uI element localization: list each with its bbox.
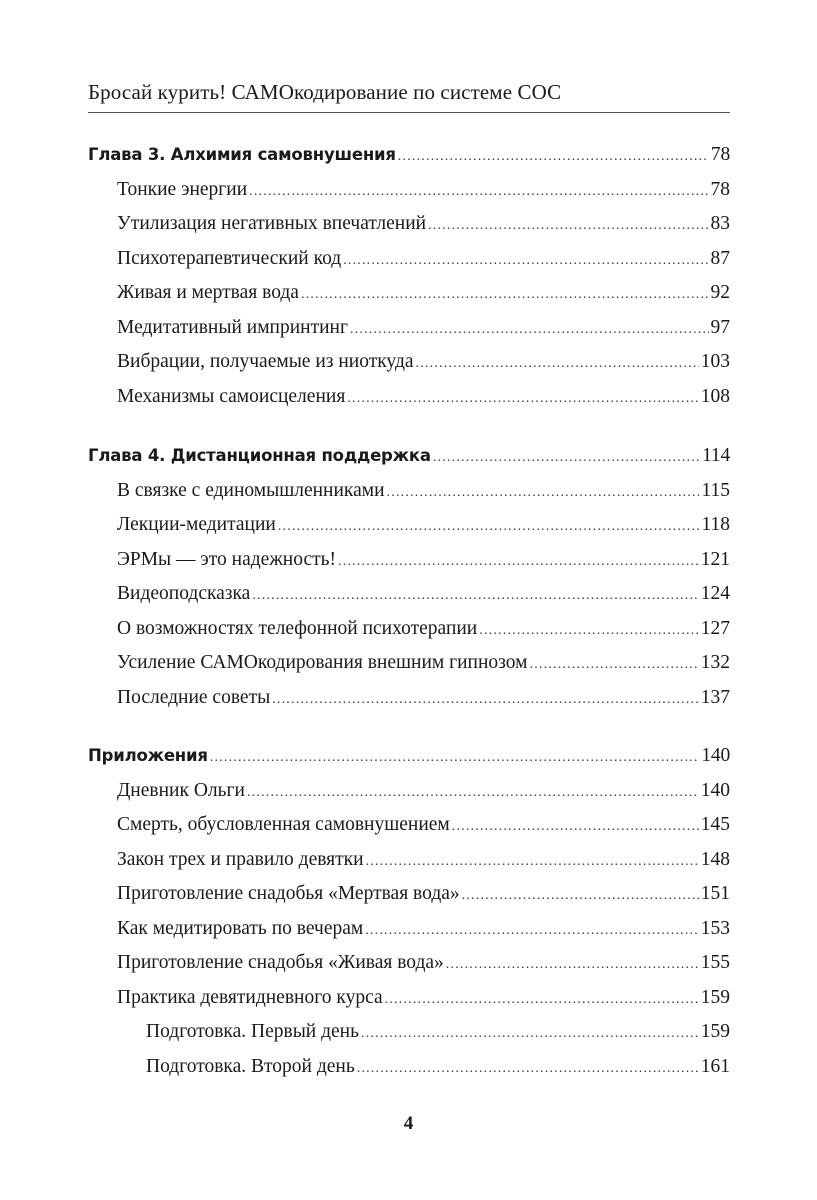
toc-page-number: 153 (700, 917, 730, 939)
toc-entry[interactable] (88, 612, 730, 647)
toc-entry-title: Дневник Ольги (117, 779, 245, 801)
toc-page-number: 78 (710, 144, 730, 165)
toc-entry-title: Вибрации, получаемые из ниоткуда (117, 351, 414, 372)
toc-entry-title: Видеоподсказка (117, 583, 251, 604)
toc-entry[interactable] (88, 843, 730, 878)
toc-page-number: 114 (702, 445, 730, 466)
toc-entry[interactable] (88, 681, 730, 716)
toc-entry-title: Приготовление снадобья «Живая вода» (117, 952, 444, 973)
toc-chapter-3[interactable] (88, 138, 730, 173)
dot-leader (462, 879, 699, 914)
dot-leader (338, 545, 699, 580)
dot-leader (252, 579, 698, 614)
toc-entry[interactable] (88, 276, 730, 311)
dot-leader (387, 476, 700, 511)
dot-leader (272, 683, 699, 718)
toc-entry-title: О возможностях телефонной психотерапии (117, 617, 478, 639)
toc-page-number: 127 (700, 617, 730, 639)
toc-entry-title: Практика девятидневного курса (117, 986, 383, 1008)
toc-page-number: 148 (700, 848, 730, 870)
dot-leader (247, 776, 699, 811)
dot-leader (350, 313, 709, 348)
toc-page-number: 97 (710, 316, 730, 338)
toc-entry[interactable] (88, 474, 730, 509)
toc-entry[interactable] (88, 242, 730, 277)
section-spacer (88, 715, 730, 739)
toc-entry-title: Утилизация негативных впечатлений (117, 213, 427, 234)
dot-leader (530, 648, 699, 683)
toc-page-number: 140 (700, 779, 730, 801)
toc-entry[interactable] (88, 877, 730, 912)
toc-entry-title: Закон трех и правило девятки (117, 848, 364, 870)
dot-leader (343, 244, 708, 279)
toc-entry-title: Лекции-медитации (117, 514, 276, 535)
dot-leader (278, 510, 700, 545)
toc-entry[interactable] (88, 508, 730, 543)
toc-entry[interactable] (88, 577, 730, 612)
toc-entry-title: Подготовка. Второй день (146, 1055, 355, 1077)
dot-leader (357, 1052, 699, 1087)
toc-entry-title: Усиление САМОкодирования внешним гипнозом (117, 652, 528, 673)
table-of-contents (88, 138, 730, 1084)
toc-page-number: 103 (700, 351, 730, 372)
toc-entry[interactable] (88, 774, 730, 809)
toc-entry-title: Психотерапевтический код (117, 247, 342, 269)
dot-leader (249, 175, 708, 210)
toc-entry[interactable] (88, 981, 730, 1016)
dot-leader (398, 140, 709, 175)
toc-entry-title: Как медитировать по вечерам (117, 917, 364, 939)
toc-entry-title: Живая и мертвая вода (117, 282, 299, 303)
toc-entry[interactable] (88, 380, 730, 415)
page-number: 4 (403, 1113, 414, 1134)
toc-entry-title: Подготовка. Первый день (146, 1021, 360, 1042)
header-rule (88, 112, 730, 113)
toc-page-number: 78 (710, 178, 730, 200)
toc-entry[interactable] (88, 808, 730, 843)
toc-entry-title: Глава 4. Дистанционная поддержка (88, 446, 431, 465)
toc-subentry[interactable] (88, 1015, 730, 1050)
toc-page-number: 92 (710, 282, 730, 303)
toc-page-number: 83 (710, 213, 730, 234)
dot-leader (452, 810, 699, 845)
toc-chapter-4[interactable] (88, 439, 730, 474)
toc-entry[interactable] (88, 311, 730, 346)
toc-subentry[interactable] (88, 1050, 730, 1085)
toc-page-number: 132 (700, 652, 730, 673)
toc-page-number: 124 (700, 583, 730, 604)
dot-leader (366, 845, 699, 880)
toc-page-number: 145 (700, 814, 730, 835)
toc-appendix[interactable] (88, 739, 730, 774)
toc-entry-title: Глава 3. Алхимия самовнушения (88, 145, 396, 164)
toc-entry-title: Смерть, обусловленная самовнушением (117, 814, 450, 835)
toc-entry[interactable] (88, 345, 730, 380)
dot-leader (385, 983, 699, 1018)
toc-page-number: 161 (700, 1055, 730, 1077)
toc-entry[interactable] (88, 207, 730, 242)
toc-page-number: 121 (700, 548, 730, 570)
toc-entry-title: ЭРМы — это надежность! (117, 548, 337, 570)
dot-leader (361, 1017, 699, 1052)
toc-page-number: 108 (700, 385, 730, 407)
toc-entry-title: Тонкие энергии (117, 178, 248, 200)
toc-entry-title: Приложения (88, 746, 208, 765)
toc-entry[interactable] (88, 543, 730, 578)
toc-entry[interactable] (88, 946, 730, 981)
dot-leader (365, 914, 699, 949)
toc-page-number: 137 (700, 686, 730, 708)
dot-leader (347, 382, 698, 417)
toc-entry[interactable] (88, 912, 730, 947)
toc-page-number: 140 (701, 745, 730, 766)
dot-leader (301, 278, 709, 313)
dot-leader (479, 614, 699, 649)
section-spacer (88, 414, 730, 439)
toc-page-number: 87 (710, 247, 730, 269)
toc-page-number: 118 (701, 514, 730, 535)
dot-leader (428, 209, 708, 244)
dot-leader (446, 948, 699, 983)
toc-page-number: 151 (700, 883, 730, 904)
dot-leader (210, 741, 700, 776)
toc-entry-title: В связке с единомышленниками (117, 479, 385, 501)
toc-entry-title: Приготовление снадобья «Мертвая вода» (117, 883, 460, 904)
toc-page-number: 155 (700, 952, 730, 973)
toc-entry-title: Последние советы (117, 686, 271, 708)
toc-entry[interactable] (88, 646, 730, 681)
toc-page-number: 115 (701, 479, 730, 501)
dot-leader (433, 441, 700, 476)
toc-entry-title: Механизмы самоисцеления (117, 385, 346, 407)
toc-entry-title: Медитативный импринтинг (117, 316, 348, 338)
dot-leader (416, 347, 699, 382)
toc-page-number: 159 (700, 1021, 730, 1042)
toc-page-number: 159 (700, 986, 730, 1008)
toc-entry[interactable] (88, 173, 730, 208)
running-head: Бросай курить! САМОкодирование по системе СОС (88, 80, 562, 104)
